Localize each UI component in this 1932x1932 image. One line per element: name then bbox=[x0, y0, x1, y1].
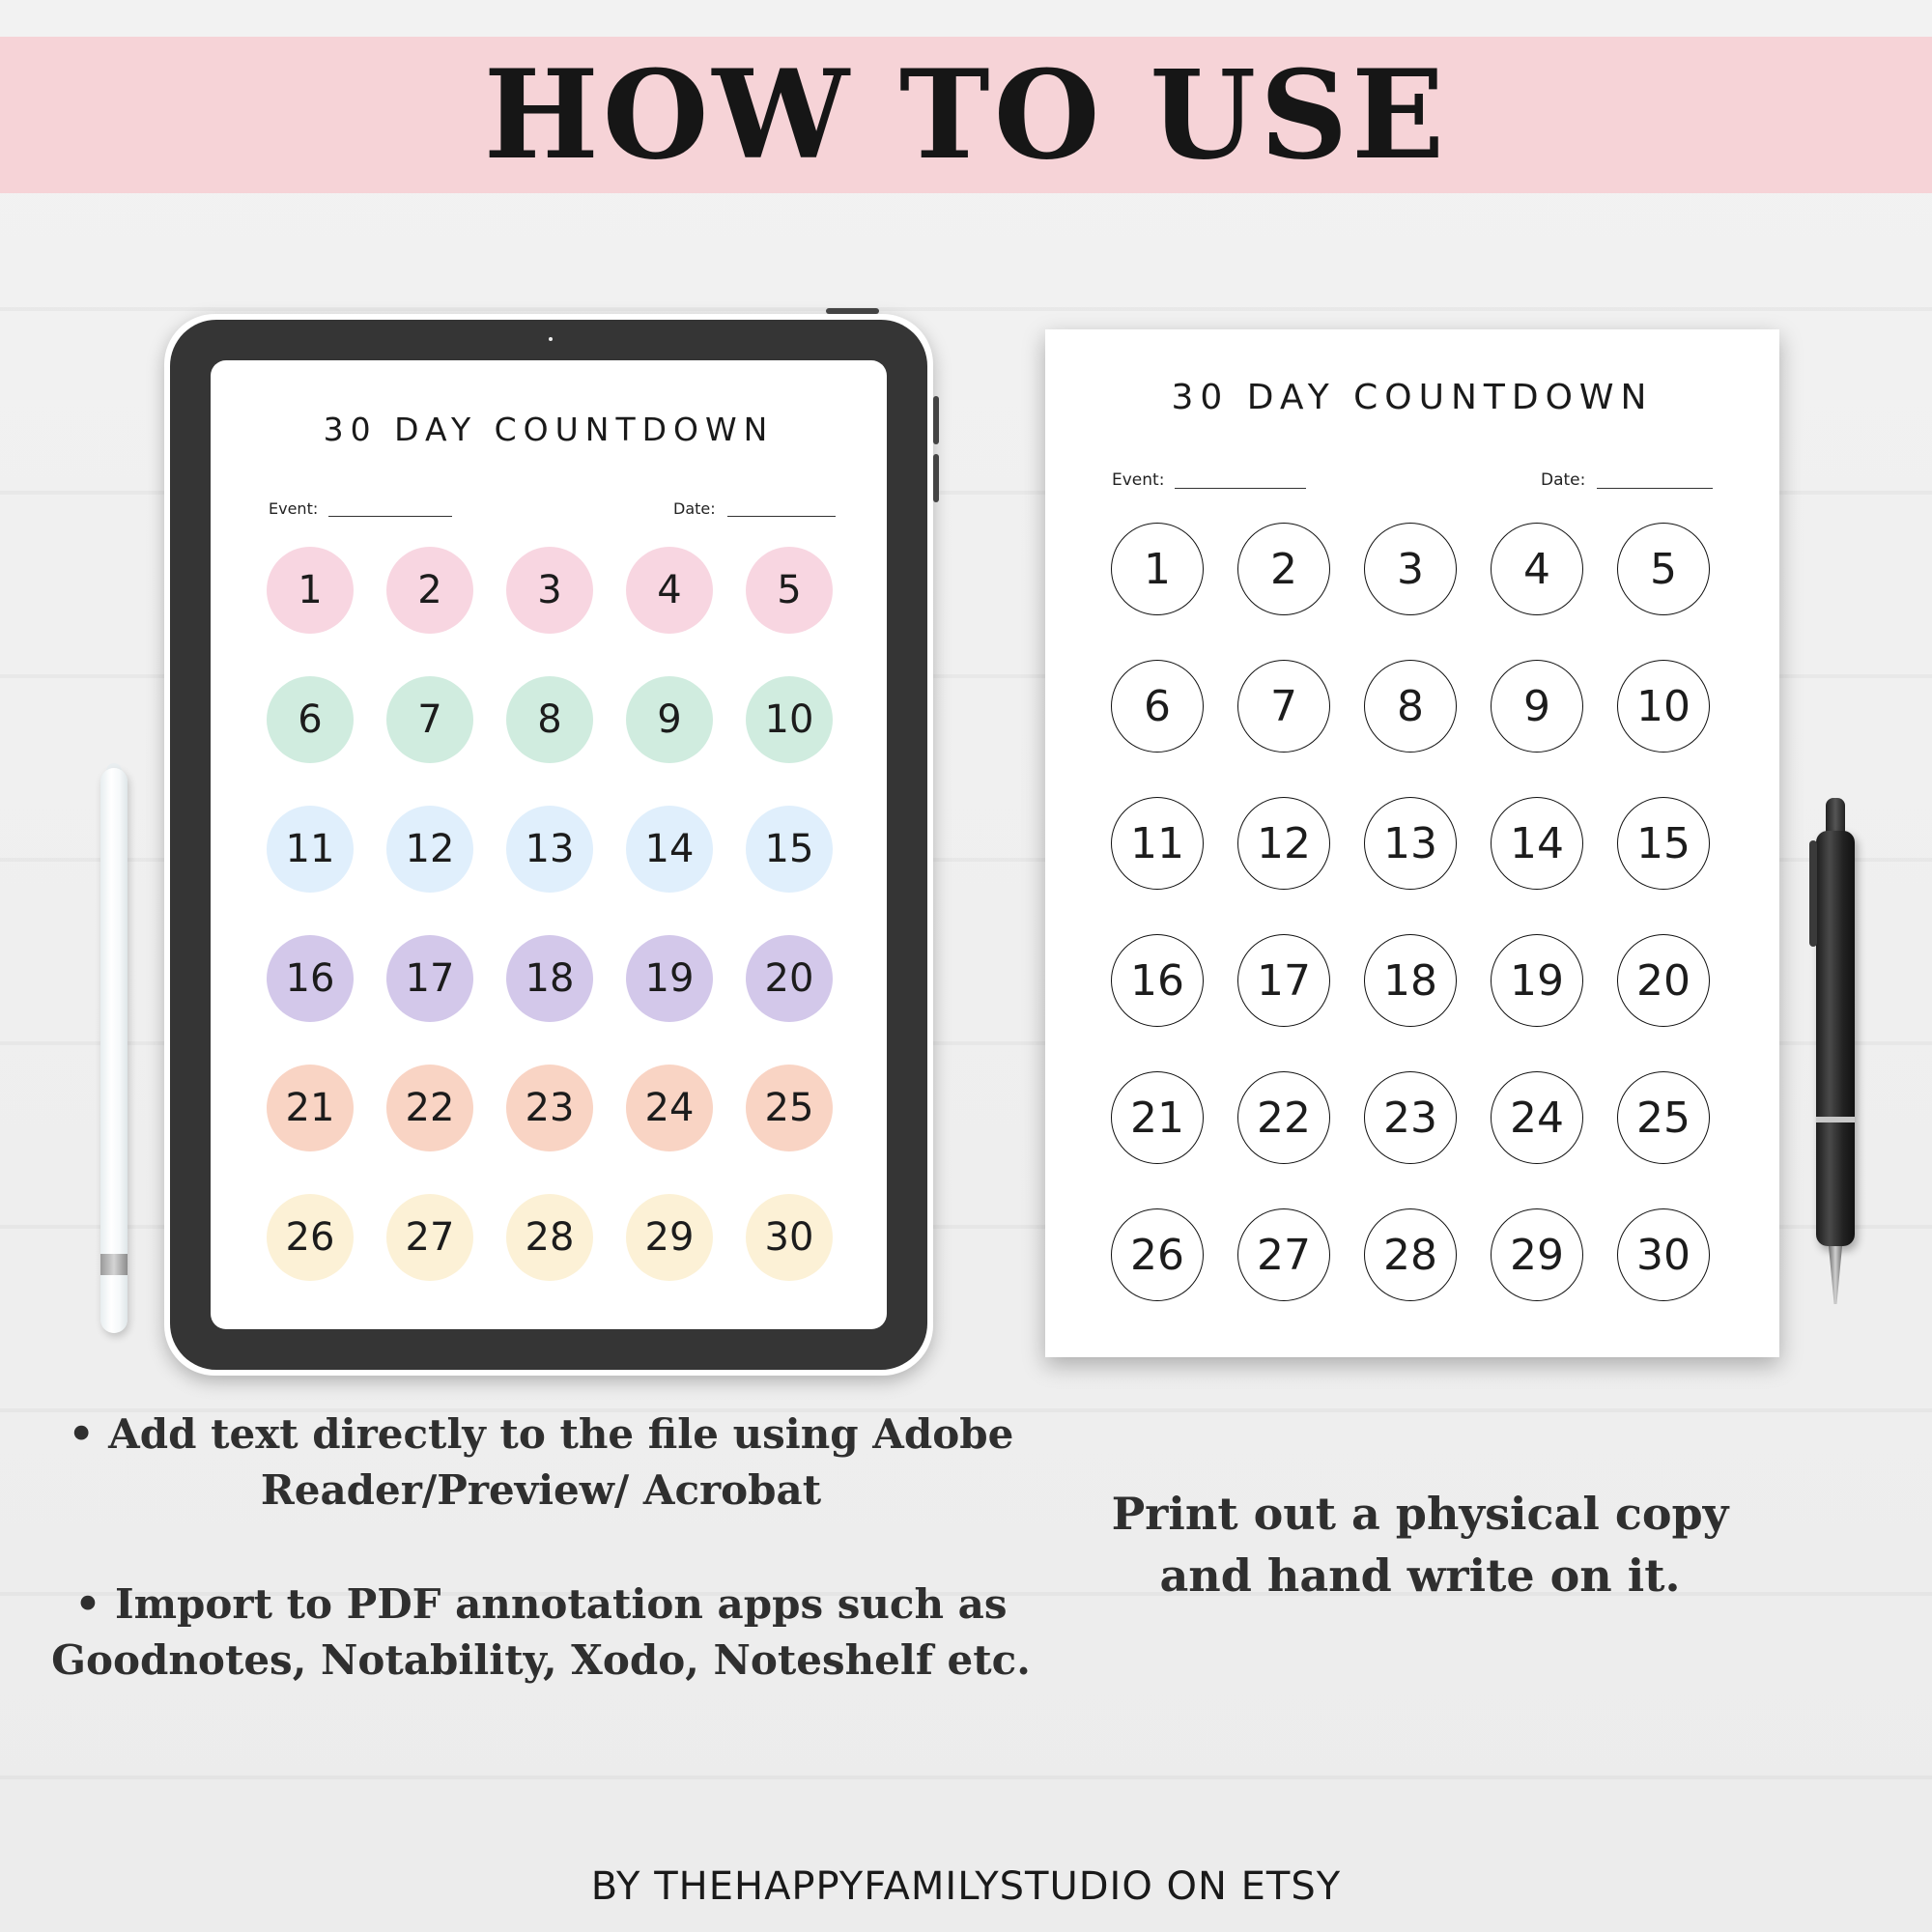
paper-day-circle: 15 bbox=[1617, 797, 1710, 890]
print-use-caption bbox=[1063, 1483, 1777, 1606]
tablet-day-circle[interactable]: 3 bbox=[506, 547, 593, 634]
paper-day-circle: 23 bbox=[1364, 1071, 1457, 1164]
tablet-day-circle[interactable]: 14 bbox=[626, 806, 713, 893]
paper-day-circle: 28 bbox=[1364, 1208, 1457, 1301]
paper-day-circle: 9 bbox=[1491, 660, 1583, 753]
tablet-frame bbox=[170, 320, 927, 1370]
tablet-day-circle[interactable]: 17 bbox=[386, 935, 473, 1022]
paper-day-circle: 26 bbox=[1111, 1208, 1204, 1301]
paper-day-circle: 3 bbox=[1364, 523, 1457, 615]
tablet-day-circle[interactable]: 7 bbox=[386, 676, 473, 763]
paper-day-circle: 7 bbox=[1237, 660, 1330, 753]
tablet-day-circle[interactable]: 13 bbox=[506, 806, 593, 893]
paper-day-circle: 14 bbox=[1491, 797, 1583, 890]
paper-day-circle: 20 bbox=[1617, 934, 1710, 1027]
tablet-sheet-title: 30 DAY COUNTDOWN bbox=[323, 411, 775, 448]
paper-day-circle: 18 bbox=[1364, 934, 1457, 1027]
tablet-day-circle[interactable]: 6 bbox=[267, 676, 354, 763]
tablet-day-circle[interactable]: 24 bbox=[626, 1065, 713, 1151]
paper-day-circle: 8 bbox=[1364, 660, 1457, 753]
paper-day-circle: 5 bbox=[1617, 523, 1710, 615]
paper-event-line[interactable] bbox=[1175, 488, 1306, 489]
tablet-day-circle[interactable]: 9 bbox=[626, 676, 713, 763]
paper-date-label: Date: bbox=[1541, 470, 1586, 490]
tablet-day-circle[interactable]: 16 bbox=[267, 935, 354, 1022]
tablet-screen bbox=[211, 360, 887, 1329]
tablet-day-circle[interactable]: 20 bbox=[746, 935, 833, 1022]
paper-day-circle: 19 bbox=[1491, 934, 1583, 1027]
paper-day-circle: 17 bbox=[1237, 934, 1330, 1027]
tablet-day-circle[interactable]: 10 bbox=[746, 676, 833, 763]
paper-day-circle: 22 bbox=[1237, 1071, 1330, 1164]
tablet-top-button bbox=[826, 308, 879, 314]
header-banner bbox=[0, 37, 1932, 193]
tablet-day-circle[interactable]: 18 bbox=[506, 935, 593, 1022]
paper-day-circle: 4 bbox=[1491, 523, 1583, 615]
paper-day-circle: 2 bbox=[1237, 523, 1330, 615]
tablet-day-circle[interactable]: 27 bbox=[386, 1194, 473, 1281]
tablet-day-circle[interactable]: 1 bbox=[267, 547, 354, 634]
paper-day-circle: 13 bbox=[1364, 797, 1457, 890]
tablet-device bbox=[164, 314, 933, 1376]
digital-use-caption bbox=[39, 1406, 1043, 1689]
tablet-day-circle[interactable]: 23 bbox=[506, 1065, 593, 1151]
paper-day-circle: 1 bbox=[1111, 523, 1204, 615]
tablet-day-circle[interactable]: 2 bbox=[386, 547, 473, 634]
camera-icon bbox=[549, 337, 553, 341]
tablet-day-circle[interactable]: 22 bbox=[386, 1065, 473, 1151]
tablet-day-circle[interactable]: 12 bbox=[386, 806, 473, 893]
pen-tip bbox=[1829, 1246, 1842, 1304]
tablet-day-grid bbox=[267, 547, 833, 1281]
tablet-day-circle[interactable]: 21 bbox=[267, 1065, 354, 1151]
tablet-day-circle[interactable]: 15 bbox=[746, 806, 833, 893]
paper-event-label: Event: bbox=[1112, 470, 1165, 490]
caption-line: • Import to PDF annotation apps such as bbox=[74, 1580, 1008, 1628]
tablet-day-circle[interactable]: 26 bbox=[267, 1194, 354, 1281]
printed-sheet bbox=[1045, 329, 1779, 1357]
tablet-day-circle[interactable]: 5 bbox=[746, 547, 833, 634]
paper-day-circle: 27 bbox=[1237, 1208, 1330, 1301]
paper-day-circle: 24 bbox=[1491, 1071, 1583, 1164]
paper-day-circle: 30 bbox=[1617, 1208, 1710, 1301]
stylus-pencil bbox=[100, 768, 128, 1333]
paper-date-line[interactable] bbox=[1597, 488, 1713, 489]
paper-day-circle: 6 bbox=[1111, 660, 1204, 753]
paper-day-grid bbox=[1111, 523, 1710, 1301]
tablet-side-button bbox=[933, 396, 939, 444]
caption-line: • Add text directly to the file using Adobe bbox=[68, 1410, 1014, 1458]
tablet-side-button bbox=[933, 454, 939, 502]
tablet-day-circle[interactable]: 25 bbox=[746, 1065, 833, 1151]
tablet-date-line[interactable] bbox=[727, 516, 836, 517]
paper-day-circle: 16 bbox=[1111, 934, 1204, 1027]
paper-sheet-title: 30 DAY COUNTDOWN bbox=[1171, 378, 1654, 417]
caption-line: Reader/Preview/ Acrobat bbox=[260, 1466, 822, 1514]
tablet-event-label: Event: bbox=[269, 499, 319, 518]
pen-ring bbox=[1816, 1117, 1855, 1122]
page-title: HOW TO USE bbox=[483, 43, 1449, 186]
pen bbox=[1816, 831, 1855, 1246]
caption-line: and hand write on it. bbox=[1159, 1549, 1681, 1602]
paper-day-circle: 25 bbox=[1617, 1071, 1710, 1164]
tablet-day-circle[interactable]: 19 bbox=[626, 935, 713, 1022]
caption-line: Print out a physical copy bbox=[1111, 1488, 1729, 1540]
paper-day-circle: 10 bbox=[1617, 660, 1710, 753]
paper-day-circle: 29 bbox=[1491, 1208, 1583, 1301]
paper-day-circle: 21 bbox=[1111, 1071, 1204, 1164]
pen-clip bbox=[1809, 840, 1817, 947]
paper-day-circle: 12 bbox=[1237, 797, 1330, 890]
tablet-day-circle[interactable]: 30 bbox=[746, 1194, 833, 1281]
tablet-day-circle[interactable]: 4 bbox=[626, 547, 713, 634]
footer-credit: BY THEHAPPYFAMILYSTUDIO ON ETSY bbox=[590, 1864, 1342, 1909]
caption-line: Goodnotes, Notability, Xodo, Noteshelf etc. bbox=[51, 1636, 1031, 1684]
tablet-day-circle[interactable]: 11 bbox=[267, 806, 354, 893]
paper-day-circle: 11 bbox=[1111, 797, 1204, 890]
tablet-date-label: Date: bbox=[673, 499, 716, 518]
tablet-day-circle[interactable]: 8 bbox=[506, 676, 593, 763]
tablet-event-line[interactable] bbox=[328, 516, 452, 517]
tablet-day-circle[interactable]: 28 bbox=[506, 1194, 593, 1281]
stylus-band bbox=[100, 1254, 128, 1275]
tablet-day-circle[interactable]: 29 bbox=[626, 1194, 713, 1281]
